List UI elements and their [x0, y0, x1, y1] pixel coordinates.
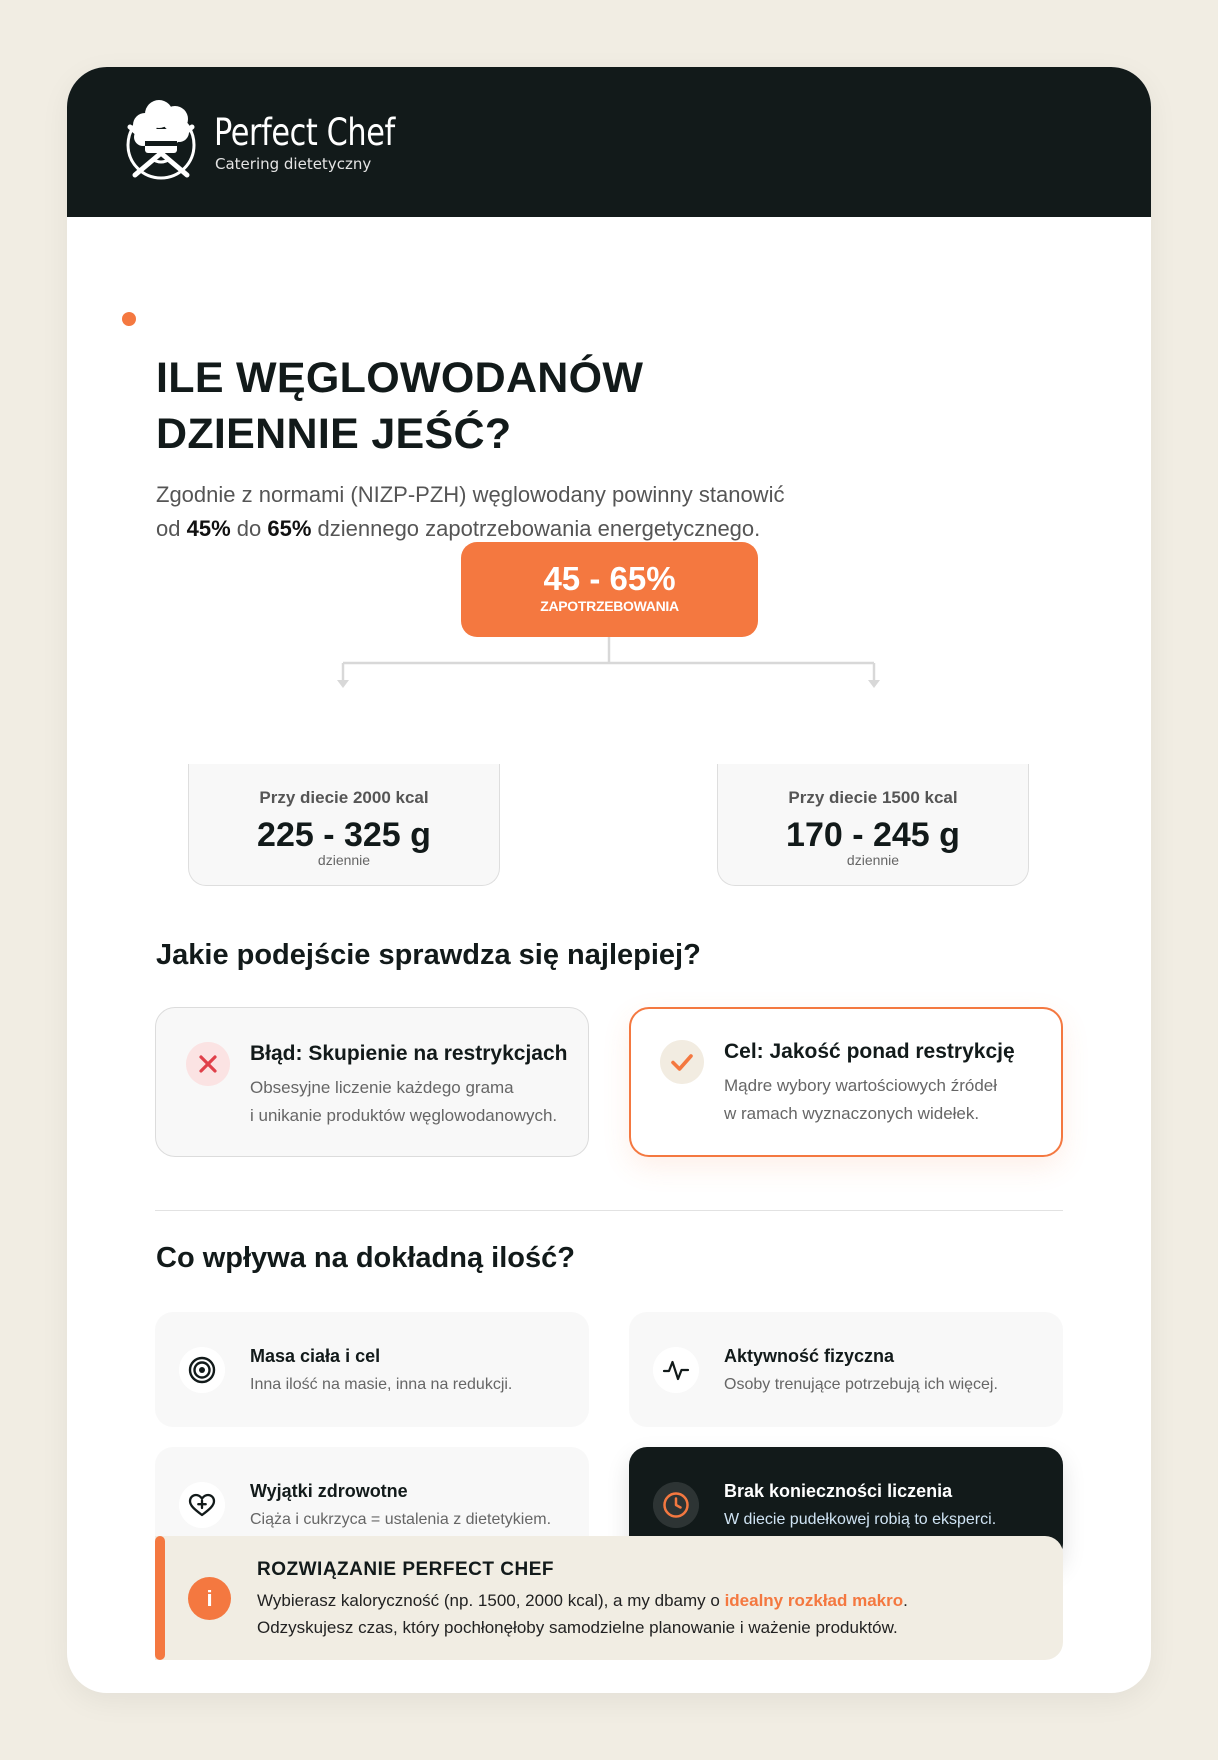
approach-text-line1: Mądre wybory wartościowych źródeł	[724, 1076, 998, 1095]
factor-title: Brak konieczności liczenia	[724, 1481, 953, 1501]
factor-text: Ciąża i cukrzyca = ustalenia z dietetykiem.	[250, 1511, 552, 1528]
solution-line1-post: .	[903, 1591, 908, 1610]
solution-line1-pre: Wybierasz kaloryczność (np. 1500, 2000 kcal), a my dbamy o	[257, 1591, 725, 1610]
intro-line1: Zgodnie z normami (NIZP-PZH) węglowodany powinny stanowić	[156, 482, 785, 507]
tree-connector	[67, 67, 1151, 787]
solution-highlight: idealny rozkład makro	[724, 1591, 904, 1610]
factor-text: W diecie pudełkowej robią to eksperci.	[724, 1511, 997, 1528]
intro-pre: od	[156, 516, 187, 541]
diet-label: Przy diecie 2000 kcal	[259, 788, 429, 807]
diet-value: 225 - 325 g	[257, 816, 431, 854]
range-value: 45 - 65%	[543, 560, 676, 597]
factor-card-body-mass	[155, 1312, 589, 1427]
range-label: ZAPOTRZEBOWANIA	[540, 598, 679, 614]
approach-text-line2: w ramach wyznaczonych widełek.	[724, 1104, 980, 1123]
approach-heading: Jakie podejście sprawdza się najlepiej?	[156, 939, 701, 971]
diet-card-1500	[717, 764, 1029, 886]
section-divider	[155, 1210, 1063, 1211]
factor-title: Aktywność fizyczna	[724, 1346, 895, 1366]
solution-line2: Odzyskujesz czas, który pochłonęłoby samodzielne planowanie i ważenie produktów.	[257, 1618, 898, 1637]
diet-unit: dziennie	[317, 852, 371, 868]
solution-text	[257, 1587, 908, 1641]
approach-text	[724, 1072, 997, 1128]
factor-text: Osoby trenujące potrzebują ich więcej.	[724, 1376, 998, 1393]
intro-high-value: 65%	[267, 516, 312, 541]
brand-name: Perfect Chef	[214, 111, 395, 154]
callout-accent-bar	[155, 1536, 165, 1660]
info-icon: i	[188, 1577, 231, 1620]
solution-callout	[155, 1536, 1063, 1660]
factor-card-activity	[629, 1312, 1063, 1427]
intro-post: dziennego zapotrzebowania energetycznego.	[311, 516, 761, 541]
approach-text-line1: Obsesyjne liczenie każdego grama	[250, 1078, 514, 1097]
approach-card-goal	[629, 1007, 1063, 1157]
approach-card-mistake	[155, 1007, 589, 1157]
approach-text-line2: i unikanie produktów węglowodanowych.	[250, 1106, 558, 1125]
factor-text: Inna ilość na masie, inna na redukcji.	[250, 1376, 513, 1393]
target-icon	[179, 1347, 225, 1393]
x-icon	[186, 1042, 230, 1086]
infographic-card	[67, 67, 1151, 1693]
page-title-line2: DZIENNIE JEŚĆ?	[156, 410, 512, 458]
intro-mid: do	[230, 516, 268, 541]
check-icon	[660, 1040, 704, 1084]
diet-card-2000	[188, 764, 500, 886]
approach-title: Błąd: Skupienie na restrykcjach	[250, 1042, 568, 1065]
heart-plus-icon	[179, 1482, 225, 1528]
diet-label: Przy diecie 1500 kcal	[788, 788, 958, 807]
factor-title: Wyjątki zdrowotne	[250, 1481, 408, 1501]
approach-title: Cel: Jakość ponad restrykcję	[724, 1040, 1015, 1063]
activity-icon	[653, 1347, 699, 1393]
diet-value: 170 - 245 g	[786, 816, 960, 854]
page-title-line1: ILE WĘGLOWODANÓW	[156, 354, 644, 402]
intro-low-value: 45%	[186, 516, 231, 541]
factor-title: Masa ciała i cel	[250, 1346, 381, 1366]
approach-text	[250, 1074, 557, 1130]
factors-heading: Co wpływa na dokładną ilość?	[156, 1242, 575, 1274]
diet-unit: dziennie	[846, 852, 900, 868]
solution-title: ROZWIĄZANIE PERFECT CHEF	[257, 1559, 554, 1580]
clock-icon	[653, 1482, 699, 1528]
brand-tagline: Catering dietetyczny	[215, 155, 372, 173]
